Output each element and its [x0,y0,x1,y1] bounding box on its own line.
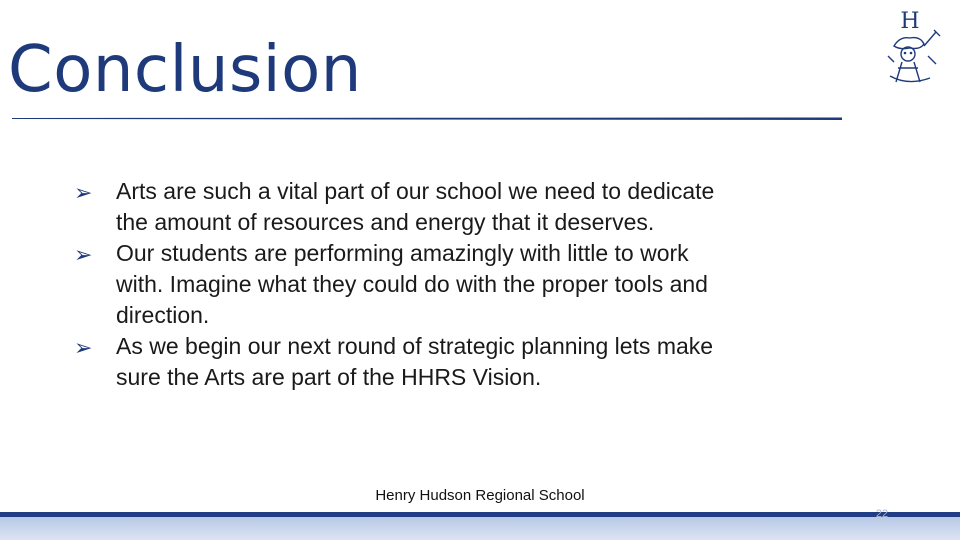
bullet-item [74,176,734,238]
bullet-item [74,238,734,331]
bullet-text: Our students are performing amazingly with little to work with. Imagine what they could do with the proper tools and direction. [116,240,708,328]
pirate-mascot-icon [880,6,948,90]
bullet-text: Arts are such a vital part of our school we need to dedicate the amount of resources and energy that it deserves. [116,178,715,235]
title-underline [12,116,842,121]
bullet-list [74,176,734,393]
logo-letter: H [900,9,920,34]
bullet-text: As we begin our next round of strategic planning lets make sure the Arts are part of the HHRS Vision. [116,333,714,390]
slide-title: Conclusion [8,33,362,107]
footer-bar [0,512,960,540]
footer-school-name: Henry Hudson Regional School [375,487,585,504]
bullet-item [74,331,734,393]
arrowhead-icon: ➢ [74,243,93,268]
arrowhead-icon: ➢ [74,181,93,206]
arrowhead-icon: ➢ [74,336,93,361]
page-number: 22 [875,508,889,520]
school-logo [880,6,948,90]
